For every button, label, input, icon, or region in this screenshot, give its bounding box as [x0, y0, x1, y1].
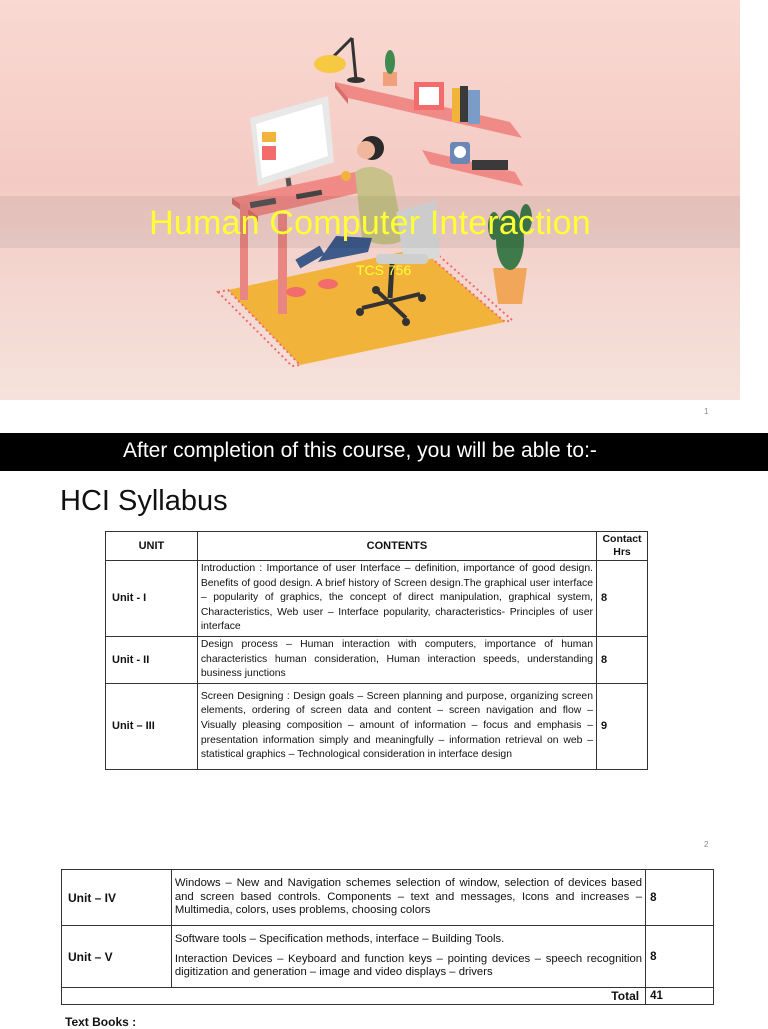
slide-title: Human Computer Interaction: [149, 204, 591, 242]
hours-cell: 9: [597, 683, 648, 769]
total-label: Total: [62, 988, 646, 1005]
hours-cell: 8: [646, 870, 714, 926]
contents-cell: Introduction : Importance of user Interface – definition, importance of good design. Benefits of good design. A brief history of Screen design.The graphical user interface – popularity of graphics, the concept of direct manipulation, graphical system, Characteristics, Web user – Interface popularity, characteristics- Principles of user interface: [197, 561, 596, 637]
syllabus-table: [105, 531, 648, 770]
title-slide: [0, 0, 740, 400]
slide-title-syllabus: HCI Syllabus: [60, 485, 228, 517]
contents-line: Software tools – Specification methods, interface – Building Tools.: [174, 933, 505, 946]
contents-cell: [171, 926, 645, 988]
table-row: [106, 636, 648, 683]
table-header-row: [106, 532, 648, 561]
contents-line: Interaction Devices – Keyboard and function keys – pointing devices – speech recognition digitization and generation – image and video displays – drivers: [174, 952, 643, 979]
unit-cell: Unit - I: [106, 561, 198, 637]
contents-cell: Design process – Human interaction with computers, importance of human characteristics human consideration, Human interaction speeds, understanding business junctions: [197, 636, 596, 683]
slide-number: 2: [704, 840, 709, 849]
table-total-row: [62, 988, 714, 1005]
hours-cell: 8: [597, 636, 648, 683]
hours-cell: 8: [646, 926, 714, 988]
header-unit: UNIT: [106, 532, 198, 561]
header-contact-hrs: Contact Hrs: [597, 532, 648, 561]
table-row: [106, 683, 648, 769]
syllabus-table-continued: [61, 869, 714, 1005]
hours-cell: 8: [597, 561, 648, 637]
slide-number: 1: [704, 407, 709, 416]
table-row: [62, 870, 714, 926]
unit-cell: Unit - II: [106, 636, 198, 683]
contents-cell: Windows – New and Navigation schemes selection of window, selection of devices based and screen based controls. Components – text and messages, Icons and increases – Multimedia, colors, uses problems, choosing colors: [171, 870, 645, 926]
textbooks-heading: Text Books :: [65, 1015, 137, 1029]
unit-cell: Unit – IV: [62, 870, 172, 926]
total-value: 41: [646, 988, 714, 1005]
objectives-banner: [0, 433, 768, 471]
banner-text: After completion of this course, you will be able to:-: [123, 439, 597, 462]
course-code: TCS 756: [356, 262, 412, 278]
unit-cell: Unit – V: [62, 926, 172, 988]
table-row: [62, 926, 714, 988]
header-contents: CONTENTS: [197, 532, 596, 561]
contents-cell: Screen Designing : Design goals – Screen planning and purpose, organizing screen elements, ordering of screen data and content – screen navigation and flow – Visually pleasing composition – amount of information – focus and emphasis – presentation information simply and meaningfully – information retrieval on web – statistical graphics – Technological consideration in interface design: [197, 683, 596, 769]
table-row: [106, 561, 648, 637]
workspace-illustration: [0, 0, 740, 400]
unit-cell: Unit – III: [106, 683, 198, 769]
